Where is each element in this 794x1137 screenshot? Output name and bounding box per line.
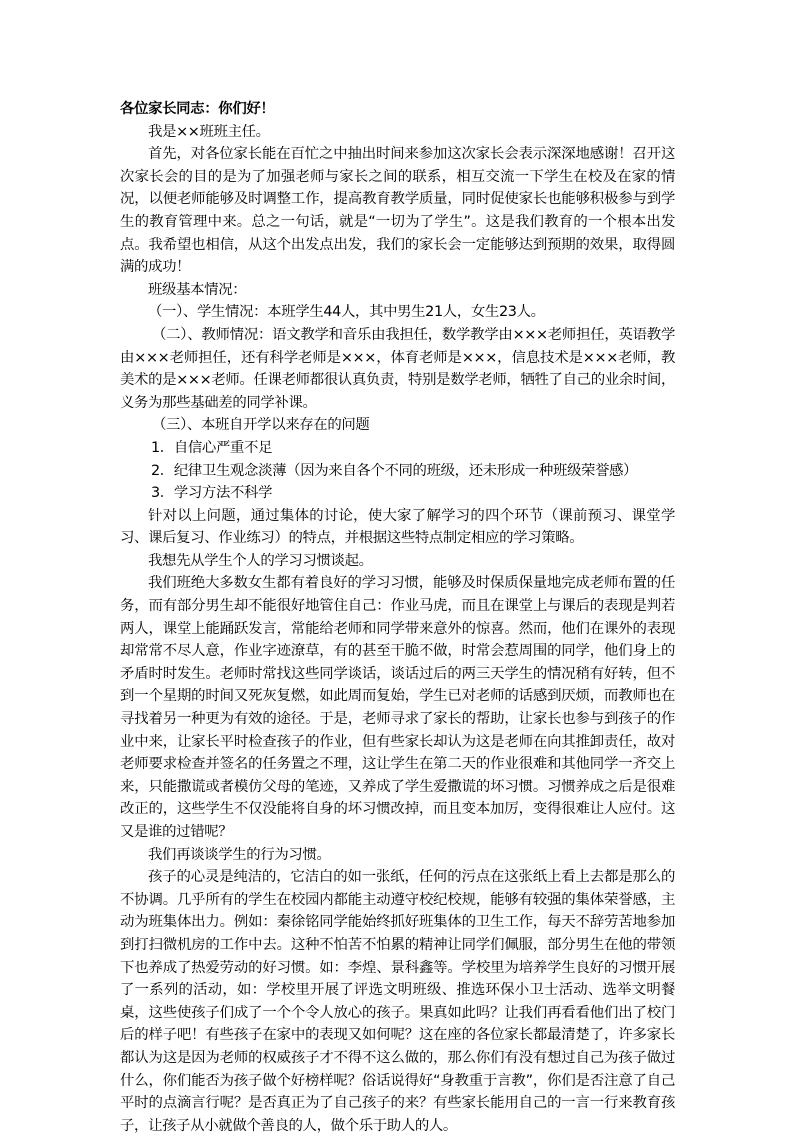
- behavior-paragraph: 孩子的心灵是纯洁的，它洁白的如一张纸，任何的污点在这张纸上看上去都是那么的不协调。几乎所有的学生在校园内都能主动遵守校纪校规，能够有较强的集体荣誉感，主动为班集体出力。例如：秦徐铭同学能始终抓好班集体的卫生工作，每天不辞劳苦地参加到打扫微机房的工作中去。这种不怕苦不怕累的精神让同学们佩服，部分男生在他的带领下也养成了热爱劳动的好习惯。如：李煌、景科鑫等。学校里为培养学生良好的习惯开展了一系列的活动，如：学校里开展了评选文明班级、推选环保小卫士活动、选举文明餐桌，这些使孩子们成了一个个令人放心的孩子。果真如此吗？让我们再看看他们出了校门后的样子吧！有些孩子在家中的表现又如何呢？这在座的各位家长都最清楚了，许多家长都认为这是因为老师的权威孩子才不得不这么做的，那么你们有没有想过自己为孩子做过什么，你们能否为孩子做个好榜样呢？俗话说得好“身教重于言教”，你们是否注意了自己平时的点滴言行呢？是否真正为了自己孩子的来？有些家长能用自己的一言一行来教育孩子，让孩子从小就做个善良的人，做个乐于助人的人。: [120, 869, 675, 1134]
- study-habits-intro: 我想先从学生个人的学习习惯谈起。: [148, 552, 373, 569]
- problem-item: 1．自信心严重不足: [151, 439, 273, 456]
- problem-item: 3．学习方法不科学: [151, 485, 273, 502]
- study-habits-paragraph: 我们班绝大多数女生都有着良好的学习习惯，能够及时保质保量地完成老师布置的任务，而有部分男生却不能很好地管住自己：作业马虎，而且在课堂上与课后的表现是判若两人，课堂上能踊跃发言，常能给老师和同学带来意外的惊喜。然而，他们在课外的表现却常常不尽人意，作业字迹潦草，有的甚至干脆不做，时常会惹周围的同学，他们身上的矛盾时时发生。老师时常找这些同学谈话，谈话过后的两三天学生的情况稍有好转，但不到一个星期的时间又死灰复燃，如此周而复始，学生已对老师的话感到厌烦，而教师也在寻找着另一种更为有效的途径。于是，老师寻求了家长的帮助，让家长也参与到孩子的作业中来，让家长平时检查孩子的作业，但有些家长却认为这是老师在向其推卸责任，故对老师要求检查并签名的任务置之不理，这让学生在第二天的作业很难和其他同学一齐交上来，只能撒谎或者模仿父母的笔迹，又养成了学生爱撒谎的坏习惯。习惯养成之后是很难改正的，这些学生不仅没能将自身的坏习惯改掉，而且变本加厉，变得很难让人应付。这又是谁的过错呢？: [120, 575, 675, 840]
- problems-heading: （三）、本班自开学以来存在的问题: [152, 417, 370, 434]
- problems-response: 针对以上问题，通过集体的讨论，使大家了解学习的四个环节（课前预习、课堂学习、课后复习、作业练习）的特点，并根据这些特点制定相应的学习策略。: [120, 507, 675, 547]
- teacher-situation: （二）、教师情况：语文教学和音乐由我担任，数学教学由×××老师担任，英语教学由×××老师担任，还有科学老师是×××，体育老师是×××，信息技术是×××老师，教美术的是×××老师。任课老师都很认真负责，特别是数学老师，牺牲了自己的业余时间，义务为那些基础差的同学补课。: [120, 326, 675, 411]
- intro-line: 我是××班班主任。: [148, 123, 270, 140]
- student-situation: （一）、学生情况：本班学生44人，其中男生21人，女生23人。: [148, 304, 545, 321]
- document-page: [120, 98, 675, 1137]
- behavior-intro: 我们再谈谈学生的行为习惯。: [148, 846, 331, 863]
- greeting: 各位家长同志：你们好！: [120, 101, 275, 117]
- class-basic-heading: 班级基本情况：: [148, 281, 247, 298]
- problem-item: 2．纪律卫生观念淡薄（因为来自各个不同的班级，还未形成一种班级荣誉感）: [151, 462, 638, 479]
- opening-paragraph: 首先，对各位家长能在百忙之中抽出时间来参加这次家长会表示深深地感谢！召开这次家长会的目的是为了加强老师与家长之间的联系，相互交流一下学生在校及在家的情况，以便老师能够及时调整工作，提高教育教学质量，同时促使家长也能够积极参与到学生的教育管理中来。总之一句话，就是“一切为了学生”。这是我们教育的一个根本出发点。我希望也相信，从这个出发点出发，我们的家长会一定能够达到预期的效果，取得圆满的成功！: [120, 146, 675, 276]
